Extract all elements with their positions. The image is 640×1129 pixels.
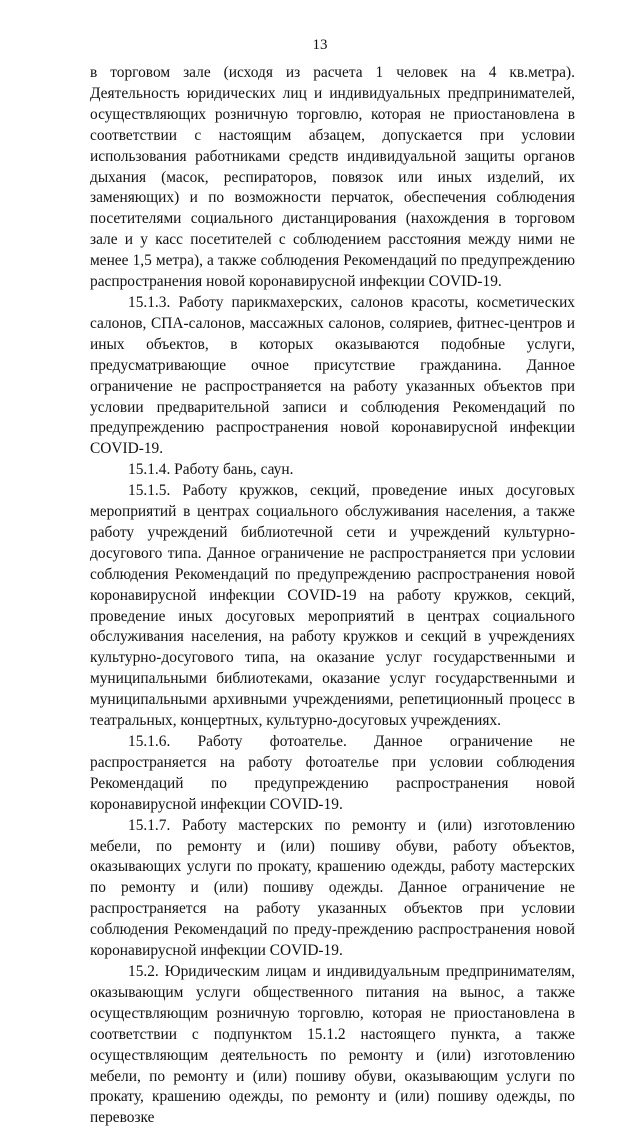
page-number: 13 — [312, 37, 328, 53]
paragraph-15-2: 15.2. Юридическим лицам и индивидуальным предпринимателям, оказывающим услуги общественного питания на вынос, а также осуществляющим розничную торговлю, которая не приостановлена в соответствии с подпунктом 15.1.2 настоящего пункта, а также осуществляющим деятельность по ремонту и (или) изготовлению мебели, по ремонту и (или) пошиву обуви, оказывающим услуги по прокату, крашению одежды, по ремонту и (или) пошиву одежды, по перевозке — [90, 962, 575, 1127]
paragraph-15-1-3: 15.1.3. Работу парикмахерских, салонов красоты, косметических салонов, СПА-салонов, массажных салонов, соляриев, фитнес-центров и иных объектов, в которых оказываются подобные услуги, предусматривающие очное присутствие гражданина. Данное ограничение не распространяется на работу указанных объектов при условии предварительной записи и соблюдения Рекомендаций по предупреждению распространения новой коронавирусной инфекции COVID-19. — [90, 293, 575, 458]
document-body — [90, 63, 575, 1129]
paragraph-15-1-7: 15.1.7. Работу мастерских по ремонту и (или) изготовлению мебели, по ремонту и (или) пошиву обуви, работу объектов, оказывающих услуги по прокату, крашению одежды, работу мастерских по ремонту и (или) пошиву одежды. Данное ограничение не распространяется на работу указанных объектов при условии соблюдения Рекомендаций по преду-преждению распространения новой коронавирусной инфекции COVID-19. — [90, 816, 575, 960]
paragraph-continuation: в торговом зале (исходя из расчета 1 человек на 4 кв.метра). Деятельность юридических лиц и индивидуальных предпринимателей, осуществляющих розничную торговлю, которая не приостановлена в соответствии с настоящим абзацем, допускается при условии использования работниками средств индивидуальной защиты органов дыхания (масок, респираторов, повязок или иных изделий, их заменяющих) и по возможности перчаток, обеспечения соблюдения посетителями социального дистанцирования (нахождения в торговом зале и у касс посетителей с соблюдением расстояния между ними не менее 1,5 метра), а также соблюдения Рекомендаций по предупреждению распространения новой коронавирусной инфекции COVID-19. — [90, 64, 575, 291]
paragraph-15-1-4: 15.1.4. Работу бань, саун. — [128, 461, 294, 479]
paragraph-15-1-6: 15.1.6. Работу фотоателье. Данное ограничение не распространяется на работу фотоателье при условии соблюдения Рекомендаций по предупреждению распространения новой коронавирусной инфекции COVID-19. — [90, 733, 575, 813]
paragraph-15-1-5: 15.1.5. Работу кружков, секций, проведение иных досуговых мероприятий в центрах социального обслуживания населения, а также работу учреждений библиотечной сети и учреждений культурно-досугового типа. Данное ограничение не распространяется при условии соблюдения Рекомендаций по предупреждению распространения новой коронавирусной инфекции COVID-19 на работу кружков, секций, проведение иных досуговых мероприятий в центрах социального обслуживания населения, на работу кружков и секций в учреждениях культурно-досугового типа, на оказание услуг государственными и муниципальными библиотеками, оказание услуг государственными и муниципальными архивными учреждениями, репетиционный процесс в театральных, концертных, культурно-досуговых учреждениях. — [90, 482, 575, 730]
